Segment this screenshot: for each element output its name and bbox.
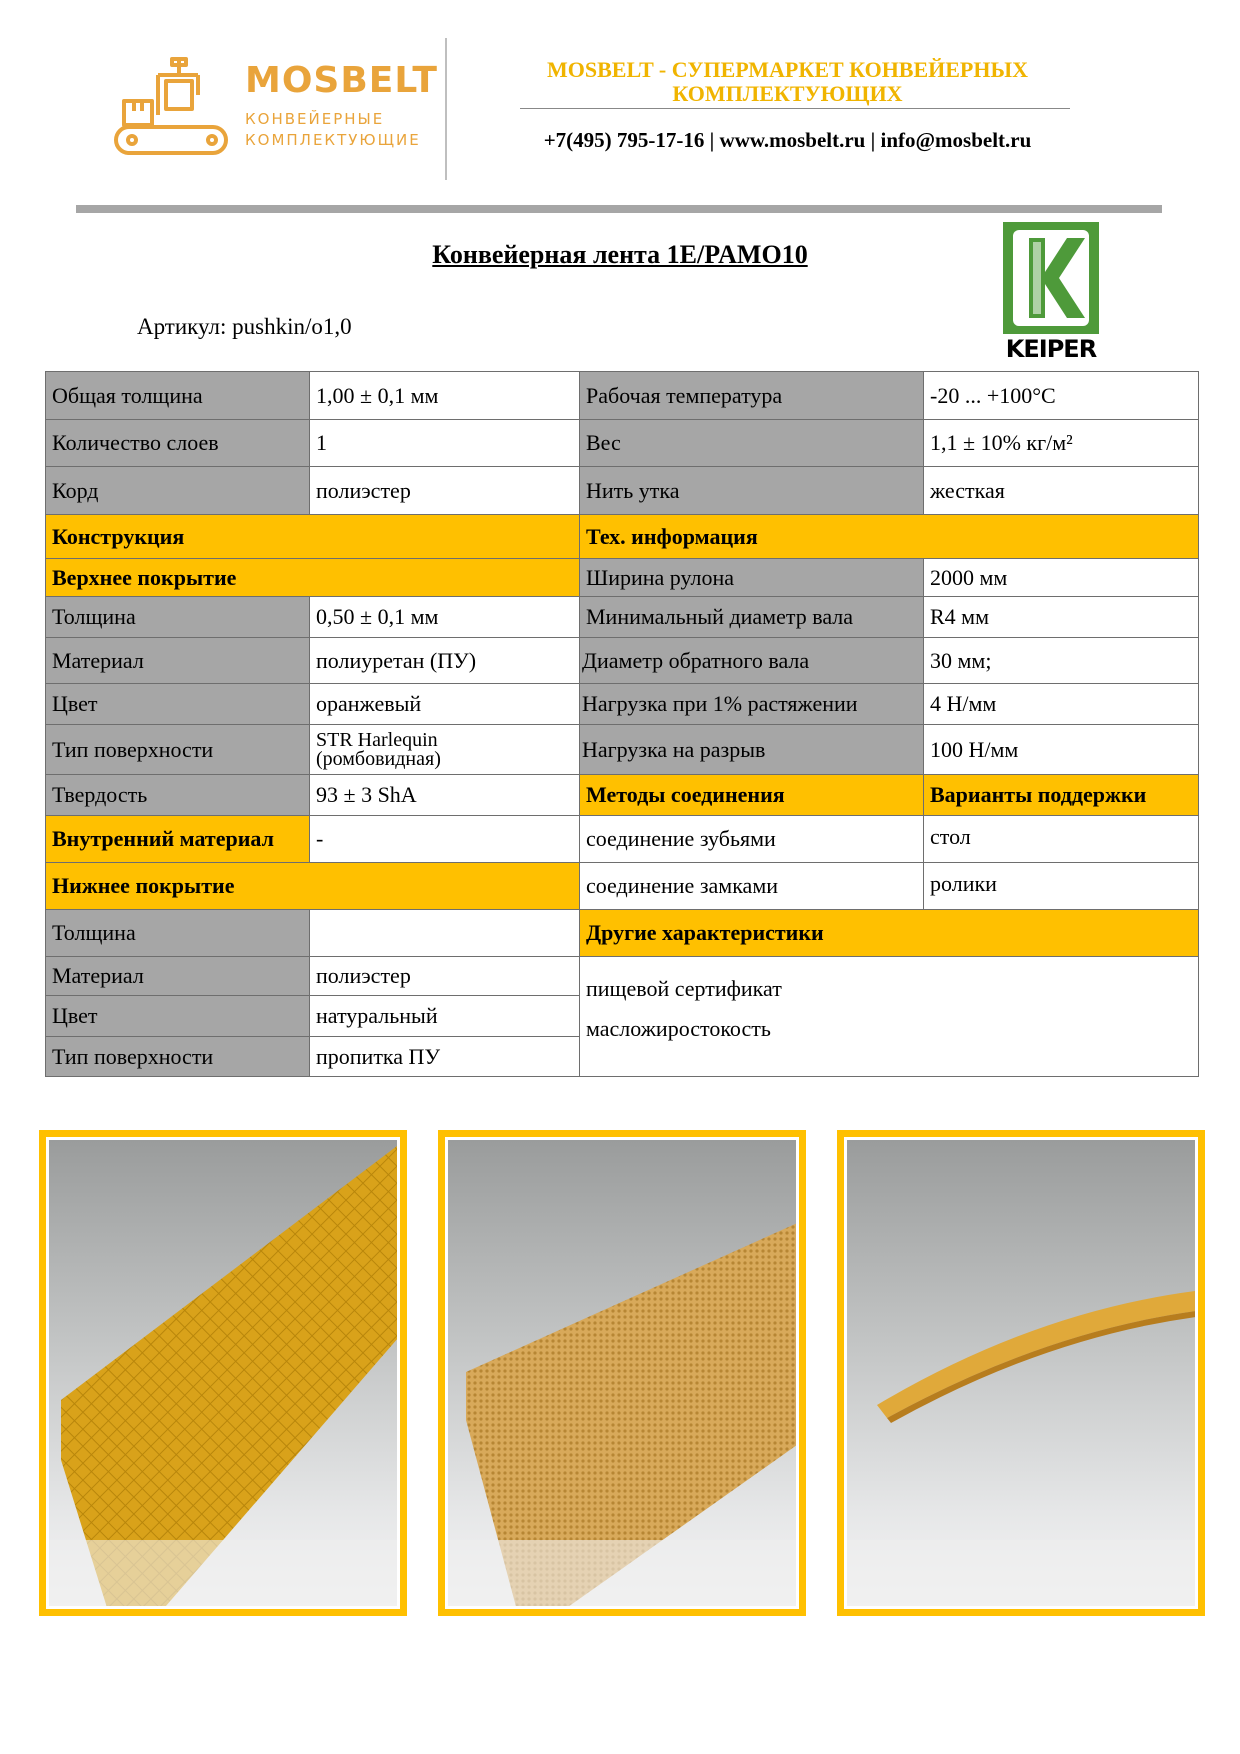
layers-label: Количество слоев bbox=[45, 419, 310, 467]
bottom-color-label: Цвет bbox=[45, 995, 310, 1037]
support-table: стол bbox=[923, 815, 1199, 863]
weft-value: жесткая bbox=[923, 466, 1199, 515]
bottom-material-value: полиэстер bbox=[309, 956, 580, 996]
keiper-logo bbox=[1003, 222, 1099, 334]
conveyor-logo-icon bbox=[112, 55, 237, 160]
bottom-surface-label: Тип поверхности bbox=[45, 1036, 310, 1077]
belt-photo-top-surface bbox=[39, 1130, 407, 1616]
bottom-thickness-label: Толщина bbox=[45, 909, 310, 957]
load-1pct-value: 4 Н/мм bbox=[923, 683, 1199, 725]
top-thickness-label: Толщина bbox=[45, 596, 310, 638]
layers-value: 1 bbox=[309, 419, 580, 467]
support-rollers: ролики bbox=[923, 862, 1199, 910]
top-surface-value bbox=[309, 724, 580, 775]
inner-material-label: Внутренний материал bbox=[45, 815, 310, 863]
total-thickness-label: Общая толщина bbox=[45, 371, 310, 420]
slogan-line-2: КОМПЛЕКТУЮЩИХ bbox=[672, 81, 903, 106]
top-thickness-value: 0,50 ± 0,1 мм bbox=[309, 596, 580, 638]
cord-value: полиэстер bbox=[309, 466, 580, 515]
top-material-value: полиуретан (ПУ) bbox=[309, 637, 580, 684]
other-characteristics-list bbox=[579, 956, 1199, 1077]
keiper-k-icon bbox=[1003, 222, 1099, 334]
tech-info-header: Тех. информация bbox=[579, 514, 1199, 559]
top-surface-value-line-1: STR Harlequin bbox=[316, 728, 438, 751]
hardness-label: Твердость bbox=[45, 774, 310, 816]
weight-label: Вес bbox=[579, 419, 924, 467]
hardness-value: 93 ± 3 ShA bbox=[309, 774, 580, 816]
join-method-locks: соединение замками bbox=[579, 862, 924, 910]
other-item-food-cert: пищевой сертификат bbox=[586, 976, 782, 1001]
weight-value: 1,1 ± 10% кг/м² bbox=[923, 419, 1199, 467]
belt-bottom-image bbox=[448, 1140, 796, 1606]
brand-subtitle-1: КОНВЕЙЕРНЫЕ bbox=[245, 110, 385, 128]
roll-width-label: Ширина рулона bbox=[579, 558, 924, 597]
top-color-label: Цвет bbox=[45, 683, 310, 725]
contacts-line: +7(495) 795-17-16 | www.mosbelt.ru | info@mosbelt.ru bbox=[543, 128, 1032, 152]
min-diameter-value: R4 мм bbox=[923, 596, 1199, 638]
other-characteristics-header: Другие характеристики bbox=[579, 909, 1199, 957]
belt-side-image bbox=[847, 1140, 1195, 1606]
roll-width-value: 2000 мм bbox=[923, 558, 1199, 597]
brand-name: MOSBELT bbox=[245, 60, 438, 101]
keiper-wordmark: KEIPER bbox=[1005, 335, 1097, 363]
bottom-material-label: Материал bbox=[45, 956, 310, 996]
header-divider bbox=[445, 38, 447, 180]
belt-photo-bottom-surface bbox=[438, 1130, 806, 1616]
cord-label: Корд bbox=[45, 466, 310, 515]
top-material-label: Материал bbox=[45, 637, 310, 684]
construction-header: Конструкция bbox=[45, 514, 580, 559]
back-diameter-value: 30 мм; bbox=[923, 637, 1199, 684]
top-surface-label: Тип поверхности bbox=[45, 724, 310, 775]
slogan-underline bbox=[520, 108, 1070, 109]
bottom-cover-header: Нижнее покрытие bbox=[45, 862, 580, 910]
break-load-value: 100 Н/мм bbox=[923, 724, 1199, 775]
top-color-value: оранжевый bbox=[309, 683, 580, 725]
bottom-surface-value: пропитка ПУ bbox=[309, 1036, 580, 1077]
total-thickness-value: 1,00 ± 0,1 мм bbox=[309, 371, 580, 420]
belt-top-image bbox=[49, 1140, 397, 1606]
work-temp-value: -20 ... +100°C bbox=[923, 371, 1199, 420]
slogan-line-1: MOSBELT - СУПЕРМАРКЕТ КОНВЕЙЕРНЫХ bbox=[547, 57, 1028, 82]
bottom-thickness-value bbox=[309, 909, 580, 957]
other-item-oil-resistance: масложиростокость bbox=[586, 1016, 771, 1041]
back-diameter-label: Диаметр обратного вала bbox=[579, 637, 924, 684]
min-diameter-label: Минимальный диаметр вала bbox=[579, 596, 924, 638]
top-cover-header: Верхнее покрытие bbox=[45, 558, 580, 597]
load-1pct-label: Нагрузка при 1% растяжении bbox=[579, 683, 924, 725]
join-method-teeth: соединение зубьями bbox=[579, 815, 924, 863]
join-methods-header: Методы соединения bbox=[579, 774, 924, 816]
weft-label: Нить утка bbox=[579, 466, 924, 515]
belt-photo-side-profile bbox=[837, 1130, 1205, 1616]
work-temp-label: Рабочая температура bbox=[579, 371, 924, 420]
top-surface-value-line-2: (ромбовидная) bbox=[316, 747, 441, 770]
page-title: Конвейерная лента 1E/PAMO10 bbox=[432, 240, 808, 269]
header-slogan bbox=[500, 58, 1075, 106]
header-bar bbox=[76, 205, 1162, 213]
article-number: Артикул: pushkin/o1,0 bbox=[137, 314, 352, 339]
support-options-header: Варианты поддержки bbox=[923, 774, 1199, 816]
break-load-label: Нагрузка на разрыв bbox=[579, 724, 924, 775]
inner-material-value: - bbox=[309, 815, 580, 863]
bottom-color-value: натуральный bbox=[309, 995, 580, 1037]
brand-subtitle-2: КОМПЛЕКТУЮЩИЕ bbox=[245, 131, 421, 149]
